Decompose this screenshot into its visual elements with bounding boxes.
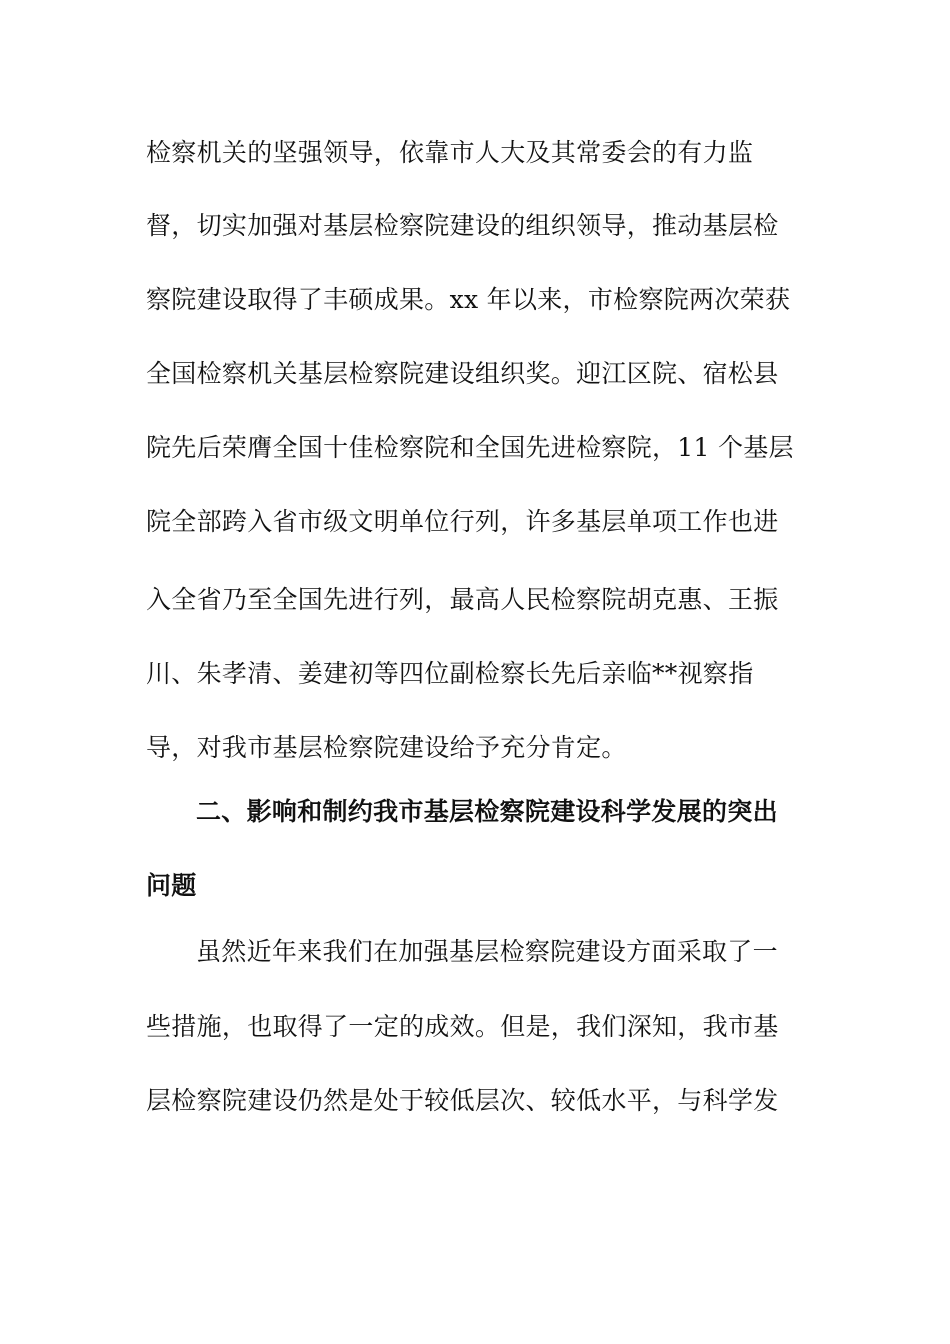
section-heading: 二、影响和制约我市基层检察院建设科学发展的突出 <box>196 797 778 826</box>
section-heading-continued: 问题 <box>146 871 197 900</box>
body-text-line: 虽然近年来我们在加强基层检察院建设方面采取了一 <box>196 937 778 966</box>
body-text-line: 督，切实加强对基层检察院建设的组织领导，推动基层检 <box>146 211 779 240</box>
body-text-line: 全国检察机关基层检察院建设组织奖。迎江区院、宿松县 <box>146 359 779 388</box>
body-text-line: 院先后荣膺全国十佳检察院和全国先进检察院，11 个基层 <box>146 433 794 462</box>
body-text-line: 导，对我市基层检察院建设给予充分肯定。 <box>146 733 627 762</box>
body-text-line: 院全部跨入省市级文明单位行列，许多基层单项工作也进 <box>146 507 779 536</box>
body-text-line: 检察机关的坚强领导，依靠市人大及其常委会的有力监 <box>146 138 754 167</box>
body-text-line: 入全省乃至全国先进行列，最高人民检察院胡克惠、王振 <box>146 585 779 614</box>
body-text-line: 些措施，也取得了一定的成效。但是，我们深知，我市基 <box>146 1012 779 1041</box>
body-text-line: 层检察院建设仍然是处于较低层次、较低水平，与科学发 <box>146 1086 779 1115</box>
body-text-line: 川、朱孝清、姜建初等四位副检察长先后亲临**视察指 <box>146 659 754 688</box>
body-text-line: 察院建设取得了丰硕成果。xx 年以来，市检察院两次荣获 <box>146 285 791 314</box>
